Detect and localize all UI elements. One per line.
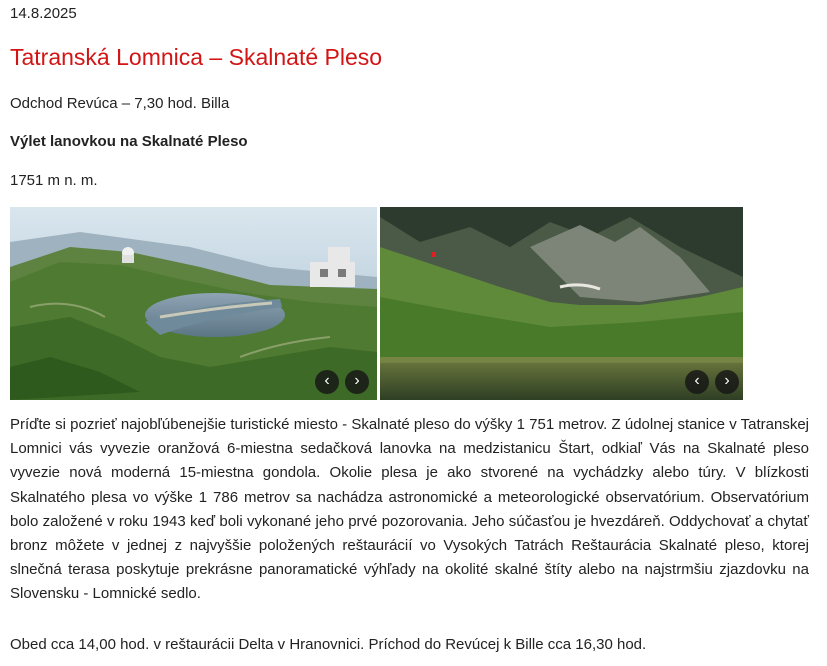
slider-left-prev-button[interactable]: ‹ [315, 370, 339, 394]
photo-slider-right [380, 207, 743, 400]
photo-slider-left [10, 207, 377, 400]
article-body: Príďte si pozrieť najobľúbenejšie turistické miesto - Skalnaté pleso do výšky 1 751 metrov. Z údolnej stanice v Tatranskej Lomnici vás vyvezie oranžová 6-miestna sedačková lanovka na medzistanicu Štart, odkiaľ Vás na Skalnaté pleso vyvezie nová moderná 15-miestna gondola. Okolie plesa je ako stvorené na vychádzky alebo túry. V blízkosti Skalnatého plesa vo výške 1 786 metrov sa nachádza astronomické a meteorologické observatórium. Observatórium bolo založené v roku 1943 keď boli vykonané jeho prvé pozorovania. Jeho súčasťou je hvezdáreň. Oddychovať a chytať bronz môžete v jednej z najvyššie položených reštaurácií vo Vysokých Tatrách Reštaurácia Skalnaté pleso, ktorej slnečná terasa poskytuje prekrásne panoramatické výhľady na okolité skalné štíty alebo na najstrmšiu zjazdovku na Slovensku - Lomnické sedlo. [10, 416, 809, 603]
slider-right-prev-button[interactable]: ‹ [685, 370, 709, 394]
trip-subtitle: Výlet lanovkou na Skalnaté Pleso [10, 133, 248, 150]
article-footer: Obed cca 14,00 hod. v reštaurácii Delta v Hranovnici. Príchod do Revúcej k Bille cca 16,30 hod. [10, 636, 647, 653]
altitude-info: 1751 m n. m. [10, 172, 98, 189]
slider-left-next-button[interactable]: › [345, 370, 369, 394]
slider-right-next-button[interactable]: › [715, 370, 739, 394]
mountain-lake-photo [380, 207, 743, 400]
article-date: 14.8.2025 [10, 5, 77, 22]
departure-info: Odchod Revúca – 7,30 hod. Billa [10, 95, 230, 112]
article-title: Tatranská Lomnica – Skalnaté Pleso [10, 44, 383, 70]
